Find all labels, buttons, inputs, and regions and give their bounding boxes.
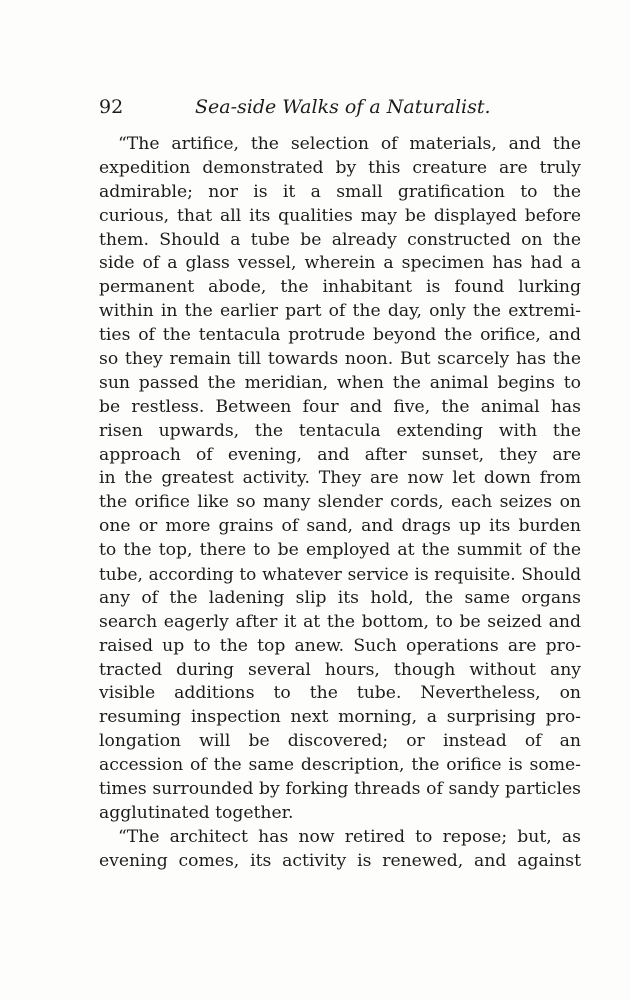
text-line: ties of the tentacula protrude beyond the orifice, and: [99, 325, 581, 346]
text-line: approach of evening, and after sunset, they are: [99, 444, 581, 465]
text-line: permanent abode, the inhabitant is found lurking: [99, 277, 581, 298]
text-line: within in the earlier part of the day, only the extremi-: [99, 301, 581, 322]
text-line: times surrounded by forking threads of sandy particles: [99, 779, 581, 800]
text-line: evening comes, its activity is renewed, and against: [99, 850, 581, 871]
text-line: risen upwards, the tentacula extending with the: [99, 420, 581, 441]
text-line: accession of the same description, the orifice is some-: [99, 755, 581, 776]
text-line: side of a glass vessel, wherein a specimen has had a: [99, 253, 581, 274]
text-line: the orifice like so many slender cords, each seizes on: [99, 492, 581, 513]
text-line: search eagerly after it at the bottom, to be seized and: [99, 611, 581, 632]
text-line: agglutinated together.: [99, 802, 294, 823]
text-line: sun passed the meridian, when the animal begins to: [99, 372, 581, 393]
text-line: so they remain till towards noon. But scarcely has the: [99, 349, 581, 370]
running-head: [99, 94, 581, 120]
text-line: raised up to the top anew. Such operations are pro-: [99, 635, 581, 656]
text-line: be restless. Between four and five, the animal has: [99, 396, 581, 417]
running-title: Sea-side Walks of a Naturalist.: [195, 96, 491, 118]
text-line: admirable; nor is it a small gratification to the: [99, 181, 581, 202]
text-line: visible additions to the tube. Nevertheless, on: [99, 683, 581, 704]
text-line: tube, according to whatever service is requisite. Should: [99, 564, 581, 585]
body-text: [99, 133, 581, 874]
text-line: any of the ladening slip its hold, the same organs: [99, 587, 581, 608]
text-line: expedition demonstrated by this creature are truly: [99, 157, 581, 178]
text-line: them. Should a tube be already constructed on the: [99, 229, 581, 250]
text-line: in the greatest activity. They are now let down from: [99, 468, 581, 489]
text-line: one or more grains of sand, and drags up its burden: [99, 516, 581, 537]
text-line: longation will be discovered; or instead of an: [99, 731, 581, 752]
text-line: curious, that all its qualities may be displayed before: [99, 205, 581, 226]
text-line: to the top, there to be employed at the summit of the: [99, 540, 581, 561]
text-line: resuming inspection next morning, a surprising pro-: [99, 707, 581, 728]
text-line: tracted during several hours, though without any: [99, 659, 581, 680]
page-number: 92: [99, 96, 124, 118]
text-line: “The artifice, the selection of materials, and the: [118, 134, 581, 154]
text-line: “The architect has now retired to repose; but, as: [118, 826, 581, 847]
